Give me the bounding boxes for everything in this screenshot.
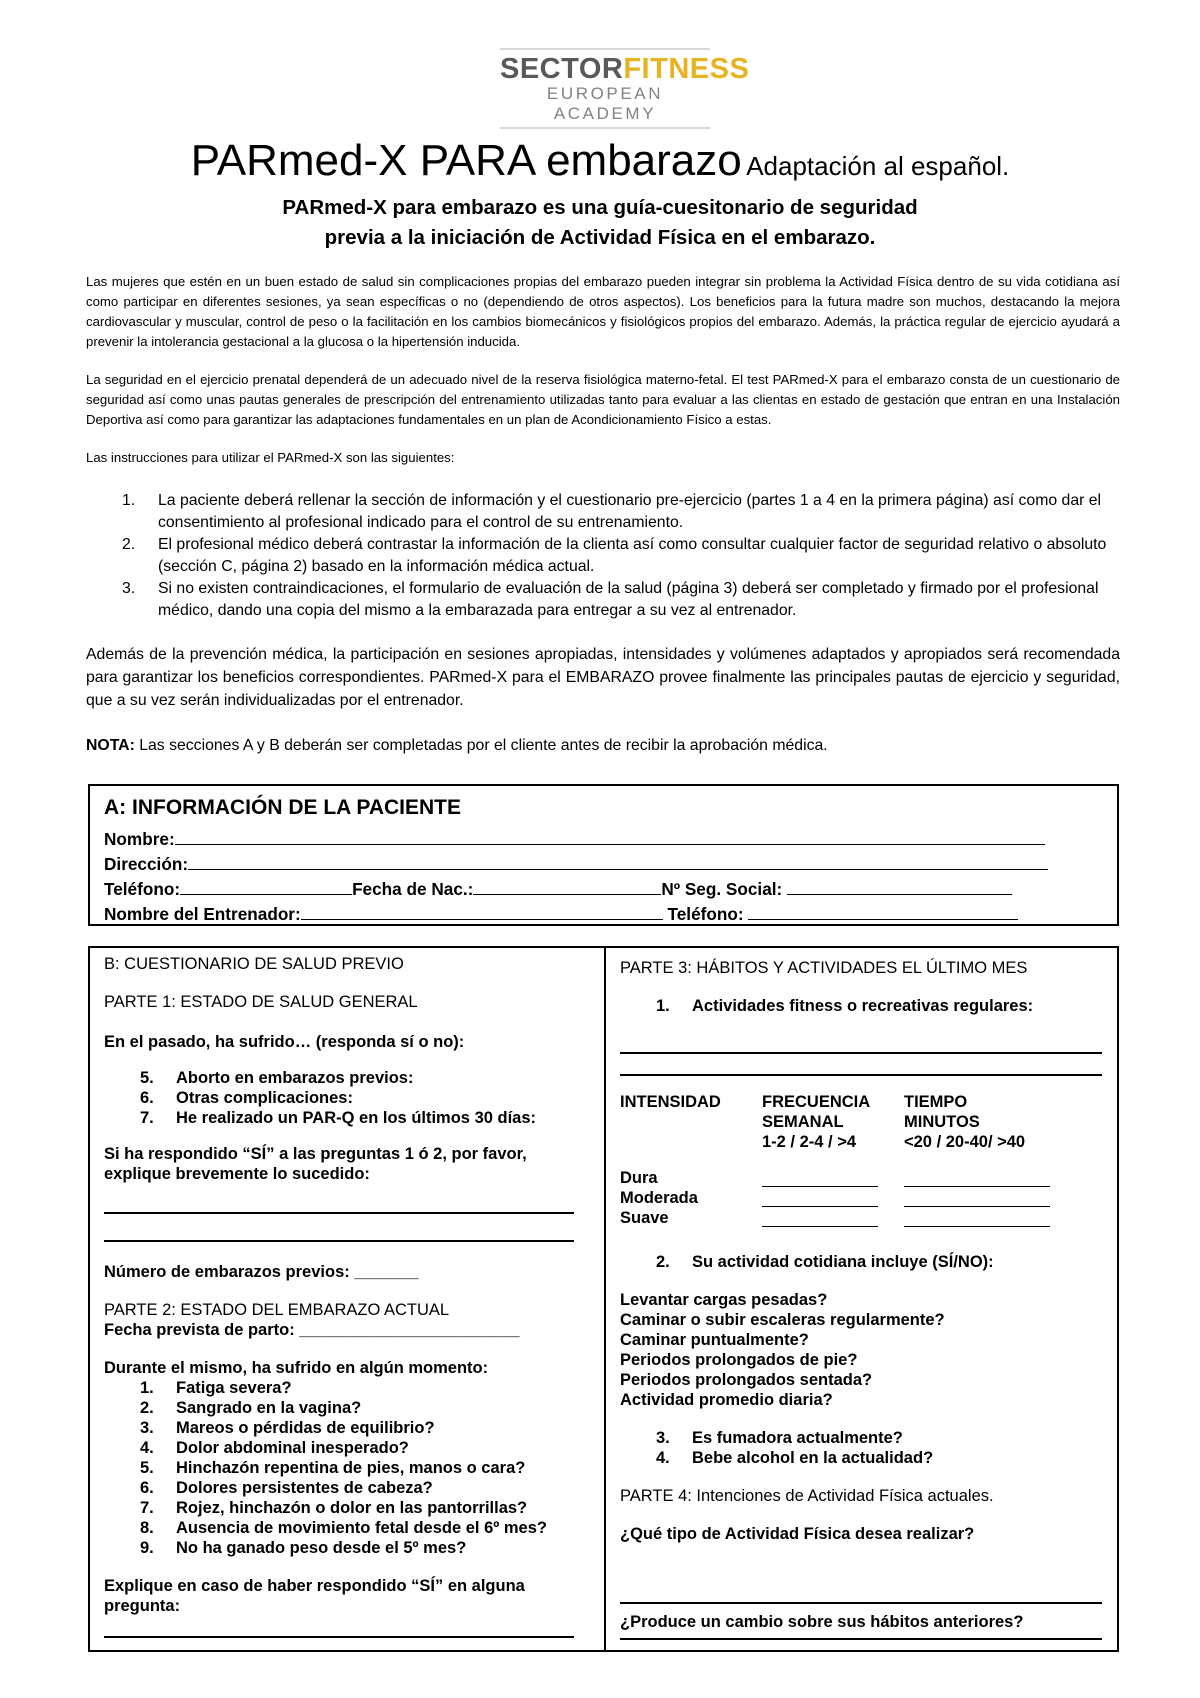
list-item: 3. Mareos o pérdidas de equilibrio?: [140, 1419, 435, 1437]
subtitle-line: previa a la iniciación de Actividad Física en el embarazo.: [324, 226, 876, 249]
telefono-label: Teléfono:: [104, 879, 181, 899]
entrenador-field[interactable]: [301, 903, 663, 920]
explain-1: Si ha respondido “SÍ” a las preguntas 1 ó 2, por favor, explique brevemente lo sucedido:: [104, 1145, 527, 1183]
answer-line[interactable]: [620, 1074, 1102, 1076]
part3-heading: PARTE 3: HÁBITOS Y ACTIVIDADES EL ÚLTIMO MES: [620, 959, 1028, 977]
list-item: 4. Bebe alcohol en la actualidad?: [656, 1449, 934, 1467]
q1-text: Actividades fitness o recreativas regulares:: [692, 997, 1034, 1015]
fecha-nac-field[interactable]: [473, 878, 661, 895]
col-frequency: FRECUENCIA SEMANAL 1-2 / 2-4 / >4: [762, 1093, 871, 1151]
part2-heading: PARTE 2: ESTADO DEL EMBARAZO ACTUAL: [104, 1301, 450, 1319]
row-label: Suave: [620, 1209, 669, 1227]
intro-paragraph-2: La seguridad en el ejercicio prenatal dependerá de un adecuado nivel de la reserva fisiológica materno-fetal. El test PARmed-X para el embarazo consta de un cuestionario de seguridad así como unas pautas generales de prescripción del entrenamiento utilizadas tanto para evaluar a las clientas en estado de gestación que entran en una Instalación Deportiva así como para garantizar las adaptaciones fundamentales en un plan de Acondicionamiento Físico a estas.: [86, 372, 1120, 427]
subtitle-line: PARmed-X para embarazo es una guía-cuesitonario de seguridad: [282, 196, 918, 219]
list-item: Actividad promedio diaria?: [620, 1391, 833, 1409]
nombre-label: Nombre:: [104, 829, 175, 849]
intro-paragraph-3: Las instrucciones para utilizar el PARmed-X son las siguientes:: [86, 450, 455, 465]
page-title: [0, 136, 1200, 196]
list-item: 5. Aborto en embarazos previos:: [140, 1069, 414, 1087]
title-main: PARmed-X PARA embarazo: [190, 136, 742, 185]
time-field[interactable]: [904, 1226, 1050, 1227]
due-date: Fecha prevista de parto: ________________________: [104, 1321, 520, 1339]
col-intensity: INTENSIDAD: [620, 1093, 721, 1111]
seg-social-field[interactable]: [787, 878, 1012, 895]
past-items-list: [140, 1068, 574, 1128]
freq-field[interactable]: [762, 1226, 878, 1227]
telefono-field[interactable]: [180, 878, 352, 895]
part4-heading: PARTE 4: Intenciones de Actividad Física actuales.: [620, 1487, 994, 1505]
during-question: Durante el mismo, ha sufrido en algún momento:: [104, 1359, 489, 1377]
logo: [500, 48, 750, 123]
col-time: TIEMPO MINUTOS <20 / 20-40/ >40: [904, 1093, 1026, 1151]
q2-num: 2.: [656, 1253, 670, 1271]
list-item: Periodos prolongados de pie?: [620, 1351, 858, 1369]
freq-field[interactable]: [762, 1186, 878, 1187]
logo-subtitle: EUROPEAN ACADEMY: [546, 84, 664, 123]
section-b-questionnaire: [88, 946, 1119, 1652]
section-a-patient-info: [88, 784, 1119, 926]
during-items-list: [140, 1378, 574, 1558]
freq-field[interactable]: [762, 1206, 878, 1207]
list-item: Periodos prolongados sentada?: [620, 1371, 873, 1389]
intro-paragraph-1: Las mujeres que estén en un buen estado de salud sin complicaciones propias del embarazo pueden integrar sin problema la Actividad Física dentro de su vida cotidiana así como participar en diferentes sesiones, ya sean específicas o no (dependiendo de otros aspectos). Los beneficios para la futura madre son muchos, destacando la mejora cardiovascular y muscular, control de peso o la facilitación en los cambios biomecánicos y fisiológicos propios del embarazo. Además, la práctica regular de ejercicio ayudará a prevenir la intolerancia gestacional a la glucosa o la hipertensión inducida.: [86, 274, 1120, 349]
fecha-nac-label: Fecha de Nac.:: [352, 879, 474, 899]
list-item: 2. Sangrado en la vagina?: [140, 1399, 362, 1417]
list-item: 4. Dolor abdominal inesperado?: [140, 1439, 409, 1457]
nota-text: Las secciones A y B deberán ser completadas por el cliente antes de recibir la aprobación médica.: [134, 737, 828, 754]
nota-label: NOTA:: [86, 737, 135, 754]
closing-paragraph: Además de la prevención médica, la participación en sesiones apropiadas, intensidades y volúmenes adaptados y apropiados será recomendada para garantizar los beneficios correspondientes. PARmed-X para el EMBARAZO provee finalmente las principales pautas de ejercicio y seguridad, que a su vez serán individualizadas por el entrenador.: [86, 646, 1120, 709]
list-item: 1. Fatiga severa?: [140, 1379, 292, 1397]
nota: [86, 734, 1120, 757]
answer-line[interactable]: [620, 1602, 1102, 1604]
telefono2-field[interactable]: [748, 903, 1018, 920]
row-label: Moderada: [620, 1189, 698, 1207]
list-item: 7. He realizado un PAR-Q en los últimos 30 días:: [140, 1109, 537, 1127]
list-item: 8. Ausencia de movimiento fetal desde el 6º mes?: [140, 1519, 547, 1537]
q-habit-change: ¿Produce un cambio sobre sus hábitos anteriores?: [620, 1613, 1024, 1631]
list-item: 9. No ha ganado peso desde el 5º mes?: [140, 1539, 467, 1557]
list-item: 2. El profesional médico deberá contrastar la información de la clienta así como consultar cualquier factor de seguridad relativo o absoluto (sección C, página 2) basado en la información médica actual.: [122, 536, 1107, 575]
list-item: Caminar o subir escaleras regularmente?: [620, 1311, 945, 1329]
list-item: 5. Hinchazón repentina de pies, manos o cara?: [140, 1459, 526, 1477]
answer-line[interactable]: [104, 1212, 574, 1214]
time-field[interactable]: [904, 1206, 1050, 1207]
explain-2: Explique en caso de haber respondido “SÍ” en alguna pregunta:: [104, 1577, 525, 1615]
answer-line[interactable]: [620, 1052, 1102, 1054]
time-field[interactable]: [904, 1186, 1050, 1187]
prev-pregnancies: Número de embarazos previos: _______: [104, 1263, 419, 1281]
section-b-heading: B: CUESTIONARIO DE SALUD PREVIO: [104, 955, 404, 973]
section-a-heading: A: INFORMACIÓN DE LA PACIENTE: [104, 796, 461, 819]
row-label: Dura: [620, 1169, 658, 1187]
q2-text: Su actividad cotidiana incluye (SÍ/NO):: [692, 1253, 994, 1271]
intensity-rows: [620, 1168, 760, 1228]
list-item: Levantar cargas pesadas?: [620, 1291, 828, 1309]
list-item: 3. Si no existen contraindicaciones, el formulario de evaluación de la salud (página 3) deberá ser completado y firmado por el profesional médico, dando una copia del mismo a la embarazada para entregar a su vez al entrenador.: [122, 580, 1099, 619]
answer-line[interactable]: [104, 1636, 574, 1638]
column-divider: [604, 948, 606, 1650]
past-question: En el pasado, ha sufrido… (responda sí o no):: [104, 1033, 465, 1051]
logo-brand-part2: FITNESS: [623, 53, 750, 85]
logo-brand-part1: SECTOR: [500, 53, 624, 85]
list-item: 3. Es fumadora actualmente?: [656, 1429, 903, 1447]
list-item: 6. Dolores persistentes de cabeza?: [140, 1479, 433, 1497]
answer-line[interactable]: [620, 1638, 1102, 1640]
daily-activities: [620, 1290, 1100, 1410]
direccion-field[interactable]: [188, 853, 1048, 870]
page-subtitle: [0, 193, 1200, 253]
entrenador-label: Nombre del Entrenador:: [104, 904, 301, 924]
title-suffix: Adaptación al español.: [746, 151, 1010, 181]
habits-list: [656, 1428, 1100, 1468]
list-item: 1. La paciente deberá rellenar la sección de información y el cuestionario pre-ejercicio (partes 1 a 4 en la primera página) así como dar el consentimiento al profesional indicado para el control de su entrenamiento.: [122, 492, 1102, 531]
instructions-list: [122, 490, 1112, 622]
telefono2-label: Teléfono:: [667, 904, 744, 924]
q-activity-type: ¿Qué tipo de Actividad Física desea realizar?: [620, 1525, 975, 1543]
list-item: Caminar puntualmente?: [620, 1331, 809, 1349]
list-item: 7. Rojez, hinchazón o dolor en las pantorrillas?: [140, 1499, 528, 1517]
direccion-label: Dirección:: [104, 854, 189, 874]
part1-heading: PARTE 1: ESTADO DE SALUD GENERAL: [104, 993, 418, 1011]
answer-line[interactable]: [104, 1240, 574, 1242]
q1-num: 1.: [656, 997, 670, 1015]
nombre-field[interactable]: [175, 828, 1045, 845]
seg-social-label: Nº Seg. Social:: [661, 879, 783, 899]
list-item: 6. Otras complicaciones:: [140, 1089, 353, 1107]
